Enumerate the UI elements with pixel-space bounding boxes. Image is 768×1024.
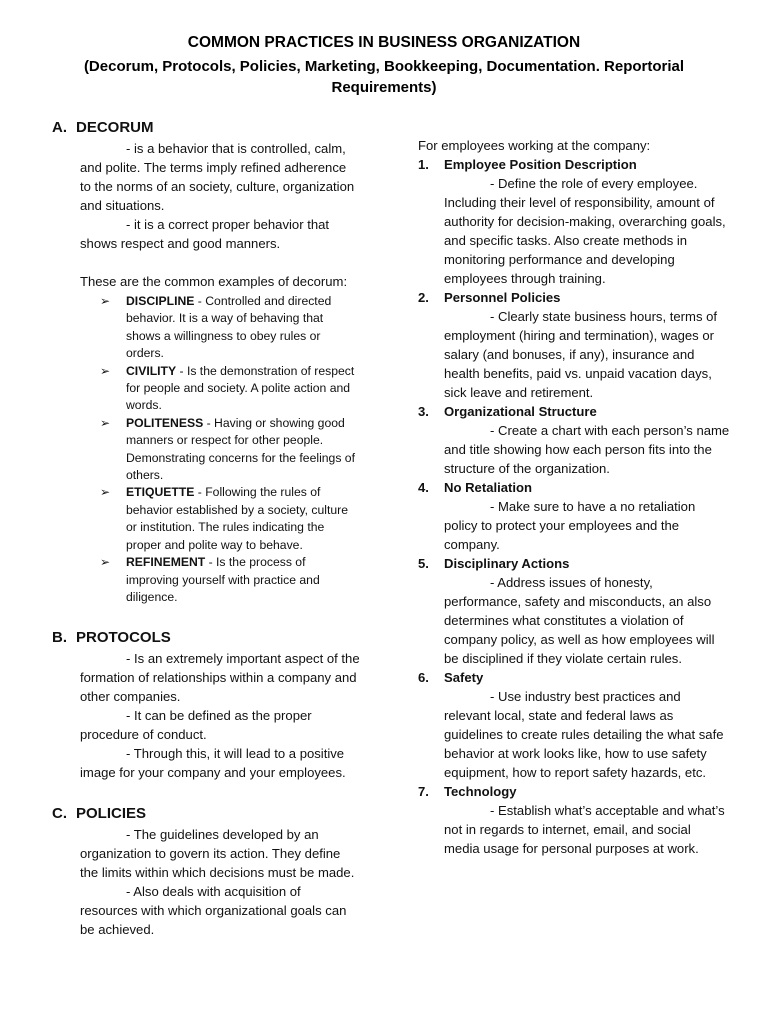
item-number: 5.: [418, 556, 429, 571]
section-body: [80, 825, 360, 939]
item-heading: [418, 155, 730, 174]
item-heading: [418, 288, 730, 307]
item-title: Employee Position Description: [444, 157, 637, 172]
list-item: [80, 415, 360, 485]
term: CIVILITY: [126, 363, 177, 378]
arrow-bullet-icon: ➢: [100, 485, 111, 500]
right-column: [418, 136, 730, 858]
list-item: [80, 554, 360, 606]
list-item: [80, 484, 360, 554]
section-letter: A.: [52, 119, 67, 136]
examples-intro: These are the common examples of decorum:: [80, 274, 348, 289]
arrow-bullet-icon: ➢: [100, 415, 111, 430]
list-item: [418, 782, 730, 858]
item-number: 2.: [418, 290, 429, 305]
paragraph: - Also deals with acquisition of resources with which organizational goals can be achieved.: [80, 884, 347, 938]
list-item: [418, 402, 730, 478]
item-text: - Establish what’s acceptable and what’s not in regards to internet, email, and social media usage for personal purposes at work.: [444, 803, 725, 856]
document-title: COMMON PRACTICES IN BUSINESS ORGANIZATION: [187, 34, 581, 51]
item-text: - Make sure to have a no retaliation policy to protect your employees and the company.: [444, 499, 696, 552]
section-heading: [52, 118, 360, 137]
section-policies: [52, 804, 360, 939]
item-text: - Define the role of every employee. Including their level of responsibility, amount of authority for decision-making, overarching goals, and specific tasks. Also create methods in monitoring performance and developing employees through training.: [444, 176, 726, 286]
definition: - Controlled and directed behavior. It is a way of behaving that shows a willingness to obey rules or orders.: [126, 294, 332, 361]
item-text: - Create a chart with each person’s name and title showing how each person fits into the structure of the organization.: [444, 423, 730, 476]
term: ETIQUETTE: [126, 485, 195, 500]
item-text: - Use industry best practices and relevant local, state and federal laws as guidelines to create rules detailing the what safe behavior at work looks like, how to use safety equipment, how to report safety hazards, etc.: [444, 689, 724, 780]
item-heading: [418, 782, 730, 801]
item-title: No Retaliation: [444, 480, 533, 495]
definition: - Is the process of improving yourself with practice and diligence.: [126, 555, 320, 604]
definition: - Having or showing good manners or respect for other people. Demonstrating concerns for the feelings of others.: [126, 415, 355, 483]
list-item: [418, 554, 730, 668]
examples-list: [52, 293, 360, 606]
item-number: 3.: [418, 404, 429, 419]
paragraph: - it is a correct proper behavior that shows respect and good manners.: [80, 217, 330, 251]
section-title: POLICIES: [76, 805, 147, 823]
item-title: Safety: [444, 670, 484, 685]
list-item: [80, 293, 360, 363]
term: POLITENESS: [126, 415, 204, 430]
item-number: 7.: [418, 784, 429, 799]
definition: - Following the rules of behavior established by a society, culture or institution. The rules indicating the proper and polite way to behave.: [126, 485, 348, 552]
arrow-bullet-icon: ➢: [100, 555, 111, 570]
item-text: - Address issues of honesty, performance, safety and misconducts, an also determines what constitutes a violation of company policy, as well as how employees will be disciplined if they violate certain rules.: [444, 575, 715, 666]
list-item: [418, 155, 730, 288]
section-protocols: [52, 628, 360, 782]
definition: - Is the demonstration of respect for people and society. A polite action and words.: [126, 363, 355, 413]
document-subtitle: (Decorum, Protocols, Policies, Marketing, Bookkeeping, Documentation. Reportorial Requirements): [83, 58, 685, 96]
list-item: [418, 478, 730, 554]
section-title: PROTOCOLS: [76, 629, 171, 647]
section-title: DECORUM: [76, 119, 154, 136]
list-item: [80, 363, 360, 415]
section-heading: [52, 628, 360, 647]
item-title: Personnel Policies: [444, 290, 561, 305]
item-heading: [418, 478, 730, 497]
item-number: 1.: [418, 157, 429, 172]
paragraph: - It can be defined as the proper procedure of conduct.: [80, 708, 312, 743]
paragraph: - The guidelines developed by an organization to govern its action. They define the limits within which decisions must be made.: [80, 827, 355, 881]
list-item: [418, 288, 730, 402]
item-title: Technology: [444, 784, 517, 799]
paragraph: - Is an extremely important aspect of the formation of relationships within a company and other companies.: [80, 651, 360, 705]
item-title: Organizational Structure: [444, 404, 597, 419]
item-number: 6.: [418, 670, 429, 685]
list-item: [418, 668, 730, 782]
right-intro: For employees working at the company:: [418, 138, 651, 153]
arrow-bullet-icon: ➢: [100, 363, 111, 378]
section-body: [80, 649, 360, 782]
item-title: Disciplinary Actions: [444, 556, 570, 571]
section-body: [80, 139, 360, 291]
term: REFINEMENT: [126, 555, 206, 570]
section-heading: [52, 804, 360, 823]
arrow-bullet-icon: ➢: [100, 294, 111, 308]
item-text: - Clearly state business hours, terms of employment (hiring and termination), wages or salary (and bonuses, if any), insurance and health benefits, paid vs. unpaid vacation days, sick leave and retirement.: [444, 309, 718, 400]
item-number: 4.: [418, 480, 429, 495]
paragraph: - Through this, it will lead to a positive image for your company and your employees.: [80, 746, 346, 781]
left-column: [52, 118, 360, 939]
term: DISCIPLINE: [126, 294, 195, 308]
item-heading: [418, 402, 730, 421]
item-heading: [418, 668, 730, 687]
paragraph: - is a behavior that is controlled, calm, and polite. The terms imply refined adherence to the norms of an society, culture, organization and situations.: [80, 141, 355, 213]
section-decorum: [52, 118, 360, 606]
section-letter: C.: [52, 805, 67, 823]
section-letter: B.: [52, 629, 67, 647]
item-heading: [418, 554, 730, 573]
